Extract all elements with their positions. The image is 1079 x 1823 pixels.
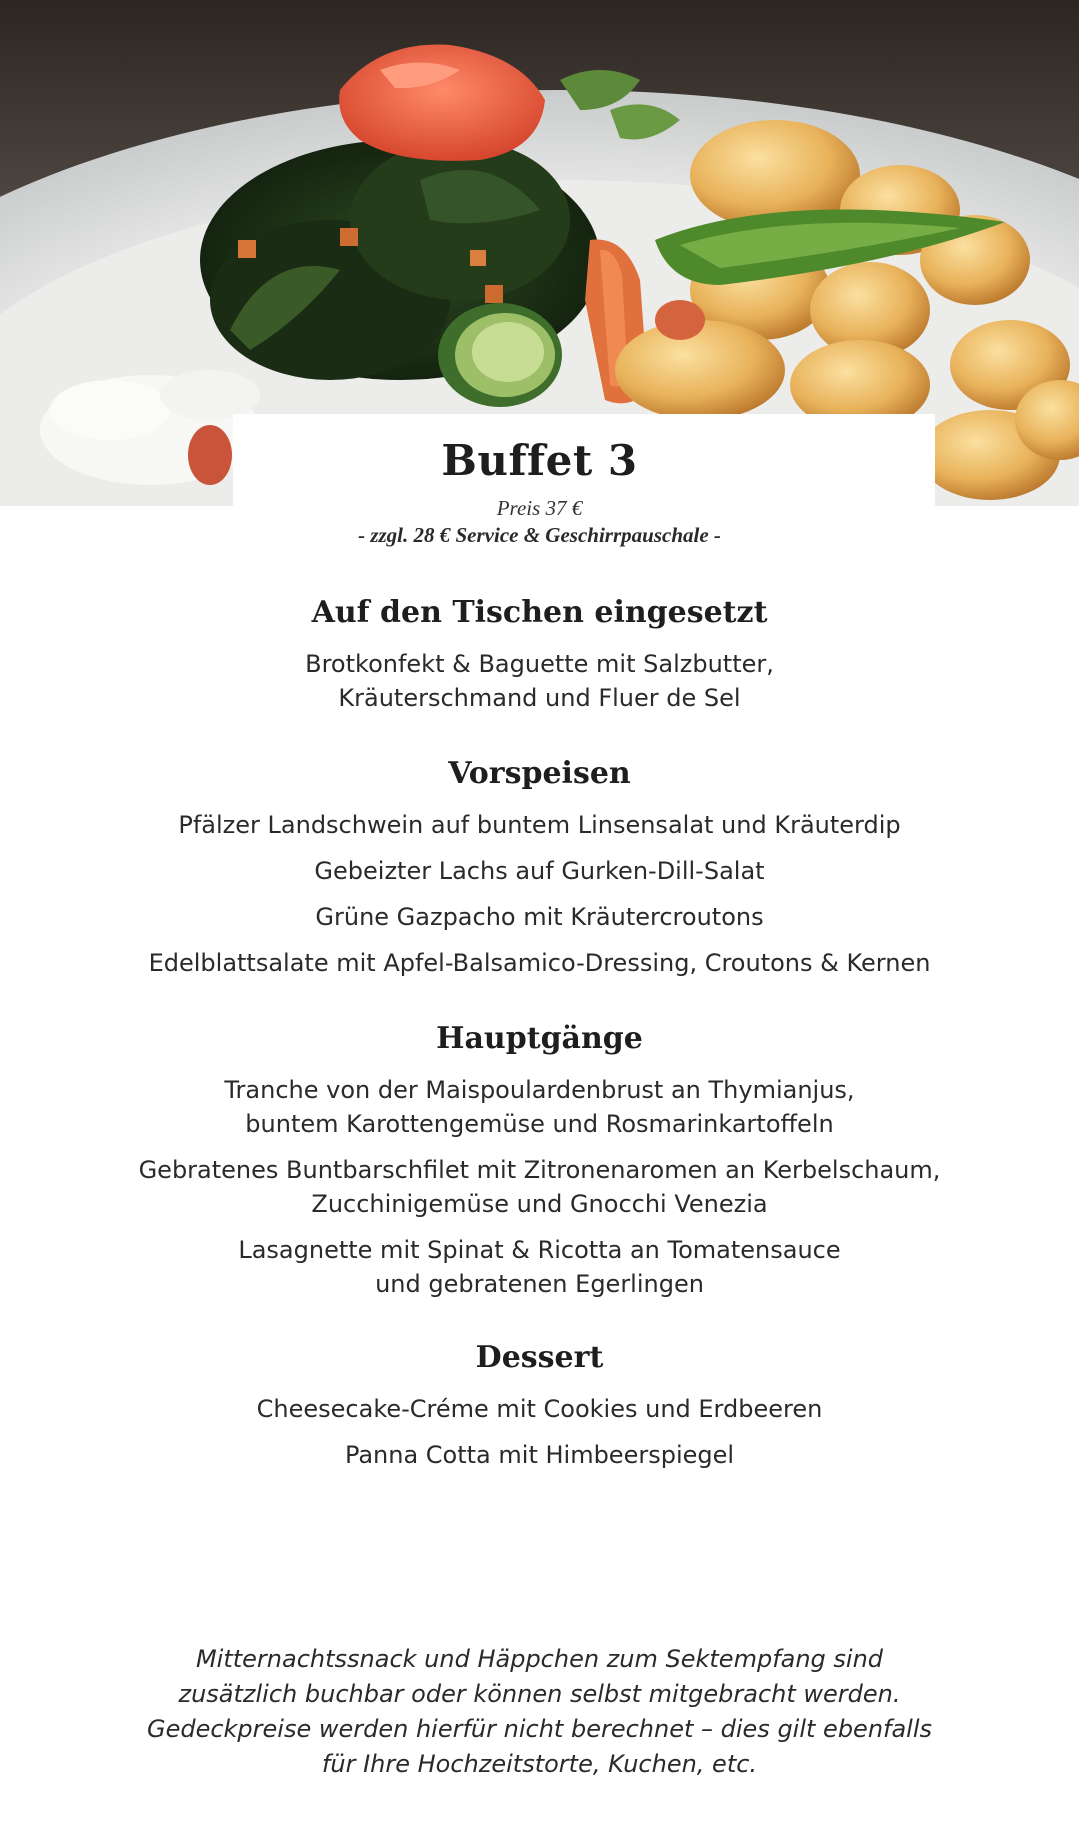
section-heading: Auf den Tischen eingesetzt [311, 595, 768, 630]
menu-item [0, 1233, 1079, 1301]
note-line: Mitternachtssnack und Häppchen zum Sektempfang sind [195, 1645, 884, 1673]
menu-item-line: Edelblattsalate mit Apfel-Balsamico-Dressing, Croutons & Kernen [148, 949, 931, 977]
menu-item-line: Pfälzer Landschwein auf buntem Linsensalat und Kräuterdip [178, 811, 901, 839]
menu-item [0, 808, 1079, 842]
menu-item [0, 900, 1079, 934]
menu-item-line: Lasagnette mit Spinat & Ricotta an Tomatensauce [238, 1236, 841, 1264]
menu-item [0, 647, 1079, 715]
menu-item-line: Cheesecake-Créme mit Cookies und Erdbeeren [256, 1395, 823, 1423]
menu-item-line: Grüne Gazpacho mit Kräutercroutons [315, 903, 764, 931]
note-line: zusätzlich buchbar oder können selbst mitgebracht werden. [178, 1680, 901, 1708]
menu-item-line: Zucchinigemüse und Gnocchi Venezia [311, 1190, 768, 1218]
menu-price: Preis 37 € [496, 496, 583, 520]
section-vorspeisen [0, 754, 1079, 992]
note-line: für Ihre Hochzeitstorte, Kuchen, etc. [321, 1750, 758, 1778]
section-hauptgaenge [0, 1019, 1079, 1313]
menu-item [0, 1153, 1079, 1221]
section-heading: Dessert [475, 1340, 604, 1375]
note-line: Gedeckpreise werden hierfür nicht berechnet – dies gilt ebenfalls [146, 1715, 933, 1743]
menu-item [0, 1073, 1079, 1141]
section-dessert [0, 1338, 1079, 1484]
menu-item-line: Gebratenes Buntbarschfilet mit Zitronenaromen an Kerbelschaum, [138, 1156, 941, 1184]
section-heading: Vorspeisen [448, 756, 631, 791]
menu-title: Buffet 3 [441, 436, 638, 485]
footer-note [0, 1642, 1079, 1782]
menu-item-line: Tranche von der Maispoulardenbrust an Thymianjus, [224, 1076, 855, 1104]
menu-item-line: Gebeizter Lachs auf Gurken-Dill-Salat [314, 857, 765, 885]
menu-surcharge: - zzgl. 28 € Service & Geschirrpauschale - [358, 523, 721, 547]
section-auf-den-tischen [0, 593, 1079, 727]
menu-item [0, 854, 1079, 888]
section-heading: Hauptgänge [436, 1021, 643, 1056]
menu-item-line: buntem Karottengemüse und Rosmarinkartoffeln [245, 1110, 834, 1138]
menu-item [0, 1392, 1079, 1426]
menu-item [0, 946, 1079, 980]
menu-item-line: Panna Cotta mit Himbeerspiegel [344, 1441, 735, 1469]
menu-item-line: Brotkonfekt & Baguette mit Salzbutter, [305, 650, 774, 678]
menu-item-line: und gebratenen Egerlingen [375, 1270, 704, 1298]
menu-item-line: Kräuterschmand und Fluer de Sel [338, 684, 741, 712]
menu-item [0, 1438, 1079, 1472]
